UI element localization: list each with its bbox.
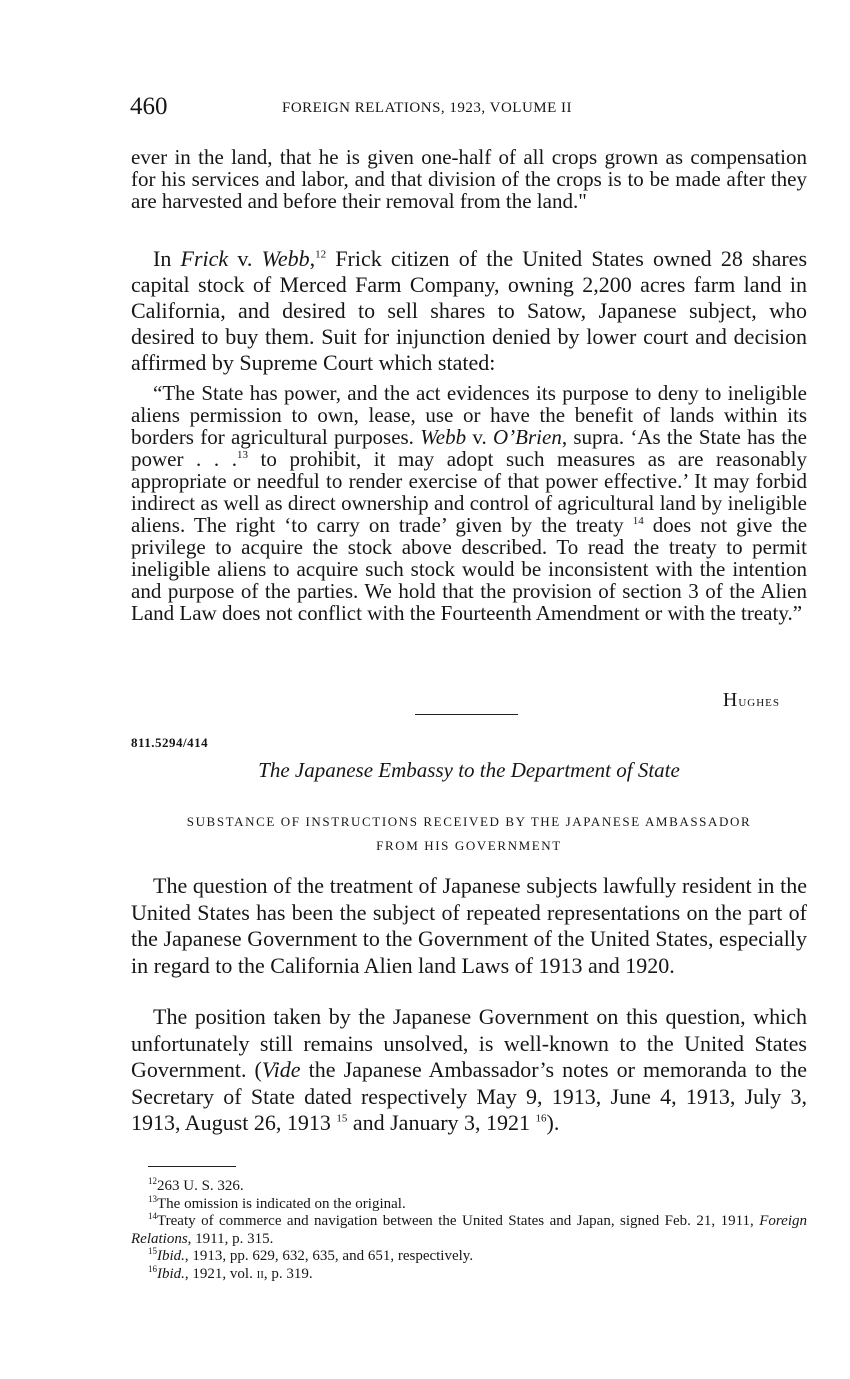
caption-line-1: SUBSTANCE OF INSTRUCTIONS RECEIVED BY THE JAPANESE AMBASSADOR bbox=[186, 814, 752, 829]
paragraph-frick-v-webb: In Frick v. Webb,$^{12}$ Frick citizen of the United States owned 28 shares capital stock of Merced Farm Company, owning 2,200 acres farm land in California, and desired to sell shares to Satow, Japanese subject, who desired to buy them. Suit for injunction denied by lower court and decision affirmed by Supreme Court which stated: bbox=[131, 246, 807, 375]
footnote-ref-14: 14 bbox=[632, 515, 644, 527]
case-name-webb: Webb bbox=[261, 246, 310, 271]
paragraph-quote-continuation: ever in the land, that he is given one-half of all crops grown as compensation for his services and labor, and that division of the crops is to be made after they are harvested and before their removal from the land." bbox=[131, 145, 807, 213]
document-title: The Japanese Embassy to the Department of State bbox=[258, 758, 680, 782]
footnote-ref-15: 15 bbox=[336, 1112, 348, 1125]
footnote-15: $^{15}$Ibid., 1913, pp. 629, 632, 635, and 651, respectively. bbox=[148, 1246, 474, 1264]
footnotes bbox=[131, 1178, 807, 1283]
case-name-frick: Frick bbox=[180, 246, 229, 271]
footnote-16: $^{16}$Ibid., 1921, vol. ii, p. 319. bbox=[148, 1263, 313, 1282]
footnote-ref-16: 16 bbox=[535, 1112, 547, 1125]
signature-hughes: Hughes bbox=[722, 689, 780, 711]
case-name-obrien: O’Brien bbox=[493, 425, 562, 449]
file-number: 811.5294/414 bbox=[131, 735, 209, 750]
footnote-divider bbox=[148, 1166, 236, 1167]
footnote-14: $^{14}$Treaty of commerce and navigation between the United States and Japan, signed Feb. 21, 1911, Foreign Relations, 1911, p. 315. bbox=[131, 1211, 807, 1247]
running-title: FOREIGN RELATIONS, 1923, VOLUME II bbox=[282, 100, 573, 116]
footnote-13: $^{13}$The omission is indicated on the original. bbox=[148, 1193, 406, 1212]
paragraph-position-taken: The position taken by the Japanese Government on this question, which unfortunately still remains unsolved, is well-known to the United States Government. (Vide the Japanese Ambassador’s notes or memoranda to the Secretary of State dated respectively May 9, 1913, June 4, 1913, July 3, 1913, August 26, 1913 $^{15}$ and January 3, 1921 $^{16}$). bbox=[131, 1004, 808, 1135]
document-caption bbox=[131, 810, 807, 858]
footnote-ref-12: 12 bbox=[315, 248, 327, 261]
footnote-ref-13: 13 bbox=[236, 449, 248, 461]
block-quote-supreme-court: “The State has power, and the act evidences its purpose to deny to ineligible aliens permission to own, lease, use or have the benefit of lands within its borders for agricultural purposes. Webb v. O’Brien, supra. ‘As the State has the power . . .$^{13}$ to prohibit, it may adopt such measures as are reasonably appropriate or needful to render exercise of that power effective.’ It may forbid indirect as well as direct ownership and control of agricultural land by ineligible aliens. The right ‘to carry on trade’ given by the treaty $^{14}$ does not give the privilege to acquire the stock above described. To read the treaty to permit ineligible aliens to acquire such stock would be inconsistent with the intention and purpose of the parties. We hold that the provision of section 3 of the Alien Land Law does not conflict with the Fourteenth Amendment or with the treaty.” bbox=[131, 381, 808, 625]
vide-italic: Vide bbox=[261, 1057, 301, 1082]
paragraph-treatment-question: The question of the treatment of Japanese subjects lawfully resident in the United States has been the subject of repeated representations on the part of the Japanese Government to the Government of the United States, especially in regard to the California Alien land Laws of 1913 and 1920. bbox=[131, 873, 807, 978]
caption-line-2: FROM HIS GOVERNMENT bbox=[376, 838, 562, 853]
section-divider bbox=[415, 714, 518, 715]
page-number: 460 bbox=[130, 93, 168, 120]
footnote-12: $^{12}$263 U. S. 326. bbox=[148, 1176, 244, 1194]
case-name-webb-quote: Webb bbox=[420, 425, 467, 449]
page-header bbox=[130, 92, 810, 124]
